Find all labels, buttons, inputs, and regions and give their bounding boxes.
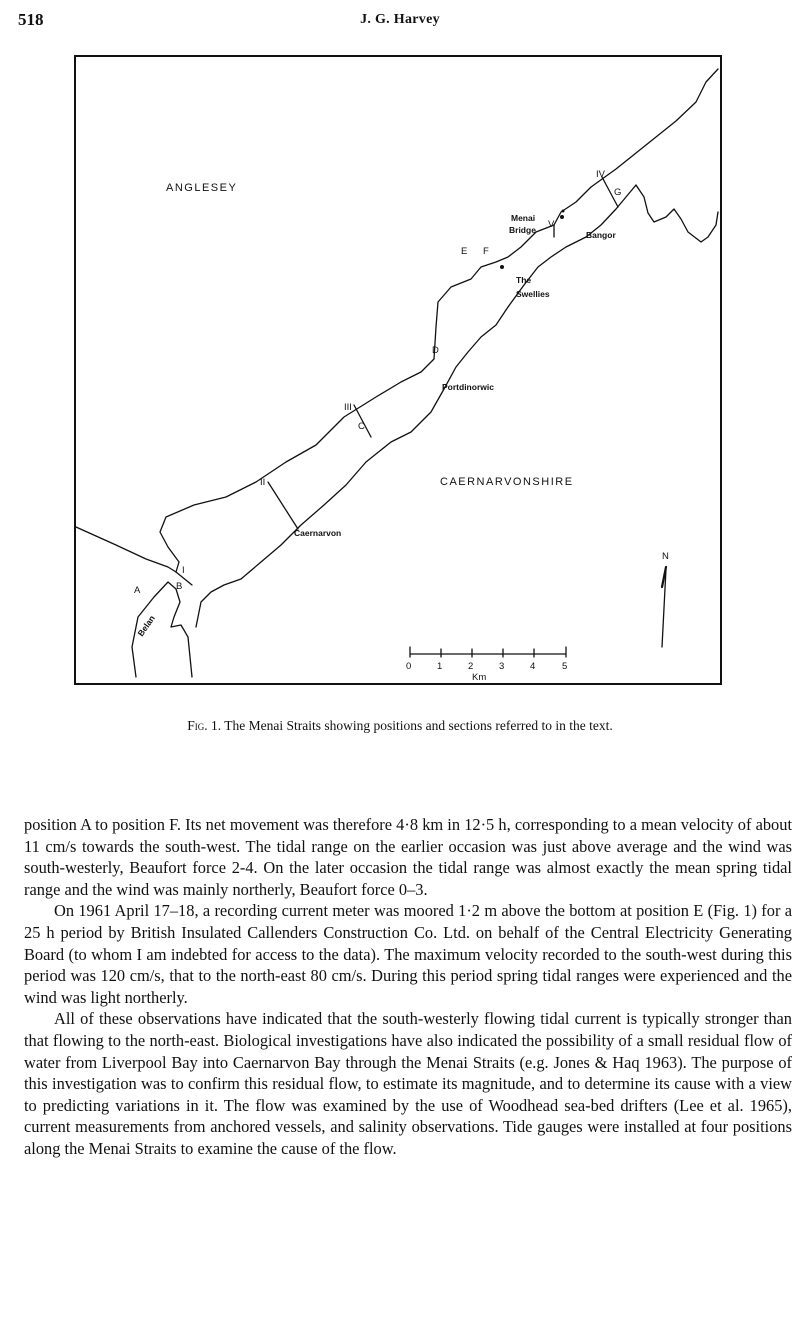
paragraph-1: position A to position F. Its net movement was therefore 4·8 km in 12·5 h, corresponding to a mean velocity of about 11 cm/s towards the south-west. The tidal range on the earlier occasion was just above average and the wind was south-westerly, Beaufort force 2-4. On the later occasion the tidal range was almost exactly the mean spring tidal range and the wind was mainly northerly, Beaufort force 0–3. (24, 815, 792, 899)
anglesey-shoreline (76, 69, 718, 572)
swellies-marker (500, 265, 504, 269)
scale-unit-label: Km (472, 672, 487, 683)
position-g: G (614, 187, 622, 198)
menai-bridge-marker (560, 215, 564, 219)
figure-caption (0, 718, 800, 734)
label-bangor: Bangor (586, 230, 616, 240)
label-caernarvonshire: CAERNARVONSHIRE (440, 476, 574, 488)
label-menai: Menai (511, 213, 536, 223)
section-iii: III (344, 402, 352, 413)
running-title: J. G. Harvey (360, 12, 440, 27)
scale-tick-4: 4 (530, 661, 536, 672)
scale-tick-0: 0 (406, 661, 412, 672)
label-bridge: Bridge (509, 225, 536, 235)
position-e: E (461, 246, 468, 257)
scale-tick-5: 5 (562, 661, 568, 672)
page-number: 518 (18, 10, 44, 29)
page-header (18, 6, 782, 34)
section-i: I (182, 565, 185, 576)
label-belan: Belan (135, 613, 157, 639)
paragraph-3: All of these observations have indicated that the south-westerly flowing tidal current is typically stronger than that flowing to the north-east. Biological investigations have also indicated the possibility of a small residual flow of water from Liverpool Bay into Caernarvon Bay through the Menai Straits (e.g. Jones & Haq 1963). The purpose of this investigation was to confirm this residual flow, to estimate its magnitude, and to determine its cause with a view to predicting variations in it. The flow was examined by the use of Woodhead sea-bed drifters (Lee et al. 1965), current measurements from anchored vessels, and salinity observations. Tide gauges were installed at four positions along the Menai Straits to examine the cause of the flow. (24, 1009, 792, 1158)
section-ii: II (260, 477, 266, 488)
label-swellies: Swellies (516, 289, 550, 299)
scale-tick-3: 3 (499, 661, 505, 672)
section-v: V (548, 219, 555, 230)
position-a: A (134, 585, 141, 596)
paragraph-2: On 1961 April 17–18, a recording current meter was moored 1·2 m above the bottom at position E (Fig. 1) for a 25 h period by British Insulated Callenders Construction Co. Ltd. on behalf of the Central Electricity Generating Board (to whom I am indebted for access to the data). The maximum velocity recorded to the south-west during this period was 120 cm/s, that to the north-east 80 cm/s. During this period spring tidal ranges were experienced and the wind was light northerly. (24, 901, 792, 1007)
caernarvonshire-shoreline (132, 185, 718, 677)
scale-tick-1: 1 (437, 661, 443, 672)
body-text (24, 814, 792, 1160)
scale-bar (410, 647, 566, 657)
section-iv: IV (596, 169, 605, 180)
label-anglesey: ANGLESEY (166, 182, 238, 194)
section-line-ii (268, 482, 298, 529)
map-figure (74, 55, 722, 685)
caption-label: Fig. 1. (187, 718, 222, 733)
menai-straits-map (76, 57, 720, 683)
bangor-marker (562, 210, 565, 213)
label-portdinorwic: Portdinorwic (442, 382, 494, 392)
position-d: D (432, 345, 439, 356)
north-label: N (662, 551, 669, 562)
position-f: F (483, 246, 489, 257)
position-c: C (358, 421, 365, 432)
position-b: B (176, 581, 183, 592)
label-the: The (516, 275, 532, 285)
scale-tick-2: 2 (468, 661, 474, 672)
caption-text: The Menai Straits showing positions and sections referred to in the text. (224, 718, 613, 733)
label-caernarvon: Caernarvon (294, 528, 342, 538)
